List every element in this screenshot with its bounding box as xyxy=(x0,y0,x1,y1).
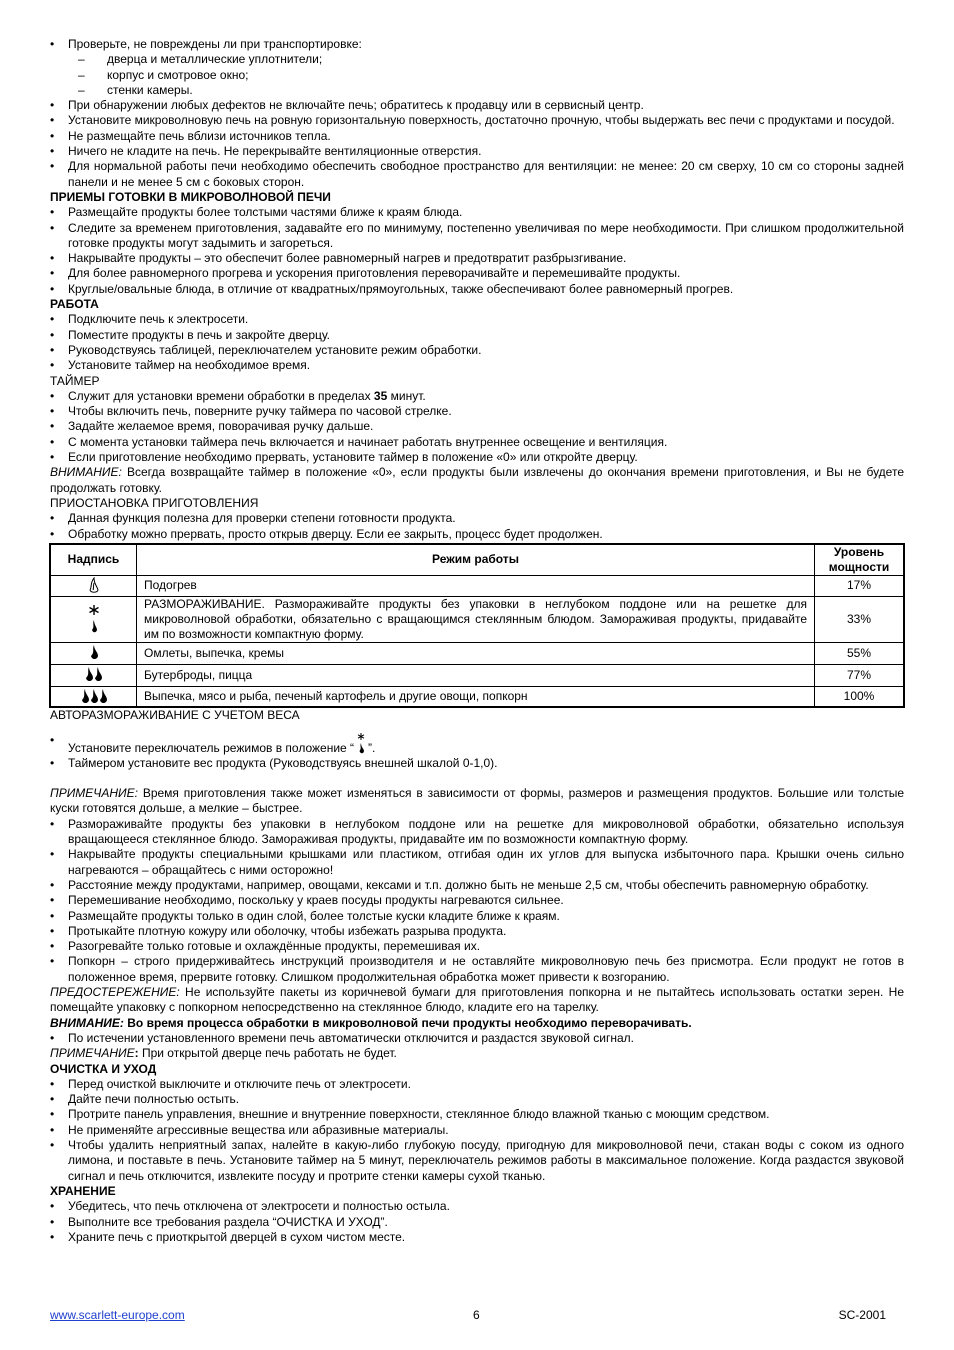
list-item: • Если приготовление необходимо прервать, установите таймер в положение «0» или откройте дверцу. xyxy=(50,450,904,465)
section-heading-auto-defrost: АВТОРАЗМОРАЖИВАНИЕ С УЧЕТОМ ВЕСА xyxy=(50,708,300,723)
section-heading-timer: ТАЙМЕР xyxy=(50,373,100,388)
list-item: • Служит для установки времени обработки в пределах 35 минут. xyxy=(50,389,904,404)
column-header-label: Надпись xyxy=(50,544,137,576)
mode-description: Выпечка, мясо и рыба, печеный картофель и другие овощи, попкорн xyxy=(137,686,815,707)
model-number: SC-2001 xyxy=(838,1308,886,1322)
list-item: • Установите переключатель режимов в положение “ ”. xyxy=(50,733,904,756)
list-item: • Для нормальной работы печи необходимо обеспечить свободное пространство для вентиляции: не менее: 20 см сверху, 10 см со стороны задней панели и не менее 5 см с боковых сторон. xyxy=(50,159,904,190)
mode-description: Бутерброды, пицца xyxy=(137,664,815,686)
list-item: • Установите таймер на необходимое время. xyxy=(50,358,904,373)
list-item: • Задайте желаемое время, поворачивая ручку дальше. xyxy=(50,419,904,434)
list-item: • Протрите панель управления, внешние и внутренние поверхности, стеклянное блюдо влажной тканью с моющим средством. xyxy=(50,1107,904,1122)
mode-description: РАЗМОРАЖИВАНИЕ. Размораживайте продукты без упаковки в неглубоком поддоне или на решетке для микроволновой обработки, обязательно с вращающимся стеклянным блюдом. Замораживая продукты, придавайте им по возможности компактную форму. xyxy=(137,596,815,642)
table-row xyxy=(50,642,904,664)
caution-paragraph: ПРЕДОСТЕРЕЖЕНИЕ: Не используйте пакеты из коричневой бумаги для приготовления попкорна и не пытайтесь использовать остатки зерен. Не помещайте упаковку с попкорном непосредственно на стеклянное блюдо, кладите его на тарелку. xyxy=(50,985,904,1015)
list-item: • Храните печь с приоткрытой дверцей в сухом чистом месте. xyxy=(50,1230,904,1245)
list-item: • Не размещайте печь вблизи источников тепла. xyxy=(50,129,904,144)
list-item: • Выполните все требования раздела “ОЧИСТКА И УХОД”. xyxy=(50,1215,904,1230)
list-item: • Подключите печь к электросети. xyxy=(50,312,904,327)
section-heading-cooking-tips: ПРИЕМЫ ГОТОВКИ В МИКРОВОЛНОВОЙ ПЕЧИ xyxy=(50,189,331,204)
list-item: • Убедитесь, что печь отключена от электросети и полностью остыла. xyxy=(50,1199,904,1214)
list-item: • Чтобы удалить неприятный запах, налейте в какую-либо глубокую посуду, пригодную для микроволновой печи, стакан воды с соком из одного лимона, и поставьте в печь. Установите таймер на 5 минут, переключатель режимов работы в максимальное положение. Когда раздастся звуковой сигнал и печь отключится, извлеките посуду и протрите стенки камеры сухой тканью. xyxy=(50,1138,904,1184)
attention-paragraph: ВНИМАНИЕ: Во время процесса обработки в микроволновой печи продукты необходимо переворачивать. xyxy=(50,1015,692,1030)
single-flame-icon xyxy=(50,642,137,664)
list-item: • Разогревайте только готовые и охлаждённые продукты, перемешивая их. xyxy=(50,939,904,954)
list-item: • Чтобы включить печь, поверните ручку таймера по часовой стрелке. xyxy=(50,404,904,419)
list-item: • Размораживайте продукты без упаковки в неглубоком поддоне или на решетке для микроволновой обработки, обязательно используя вращающееся стеклянное блюдо. Замораживая продукты, придавайте им по возможности компактную форму. xyxy=(50,817,904,848)
list-item: • Размещайте продукты более толстыми частями ближе к краям блюда. xyxy=(50,205,904,220)
table-row xyxy=(50,575,904,596)
list-item: • Поместите продукты в печь и закройте дверцу. xyxy=(50,328,904,343)
list-item: • Размещайте продукты только в один слой, более толстые куски кладите ближе к краям. xyxy=(50,909,904,924)
list-item: • Для более равномерного прогрева и ускорения приготовления переворачивайте и перемешивайте продукты. xyxy=(50,266,904,281)
sub-list-item: – корпус и смотровое окно; xyxy=(50,68,904,83)
warning-paragraph: ВНИМАНИЕ: Всегда возвращайте таймер в положение «0», если продукты были извлечены до окончания времени приготовления, и Вы не будете продолжать готовку. xyxy=(50,465,904,495)
list-item: • Не применяйте агрессивные вещества или абразивные материалы. xyxy=(50,1123,904,1138)
column-header-power: Уровень мощности xyxy=(815,544,905,576)
list-item: • Протыкайте плотную кожуру или оболочку, чтобы избежать разрыва продукта. xyxy=(50,924,904,939)
list-item: • Таймером установите вес продукта (Руководствуясь внешней шкалой 0-1,0). xyxy=(50,756,904,771)
section-heading-cleaning: ОЧИСТКА И УХОД xyxy=(50,1061,157,1076)
note-paragraph: ПРИМЕЧАНИЕ: Время приготовления также может изменяться в зависимости от формы, размеров и размещения продуктов. Большие или толстые куски готовятся дольше, а мелкие – быстрее. xyxy=(50,786,904,816)
sub-list-item: – дверца и металлические уплотнители; xyxy=(50,52,904,67)
list-item: • Перемешивание необходимо, поскольку у краев посуды продукты нагреваются сильнее. xyxy=(50,893,904,908)
power-level: 100% xyxy=(815,686,905,707)
power-level: 77% xyxy=(815,664,905,686)
list-item: • Расстояние между продуктами, например, овощами, кексами и т.п. должно быть не меньше 2,5 см, чтобы обеспечить равномерную обработку. xyxy=(50,878,904,893)
list-item: • Установите микроволновую печь на ровную горизонтальную поверхность, достаточно прочную, чтобы выдержать вес печи с продуктами и посудой. xyxy=(50,113,904,128)
list-item: • Руководствуясь таблицей, переключателем установите режим обработки. xyxy=(50,343,904,358)
double-flame-icon xyxy=(50,664,137,686)
table-row xyxy=(50,686,904,707)
warm-flame-outline-icon xyxy=(50,575,137,596)
sub-list-item: – стенки камеры. xyxy=(50,83,904,98)
list-item: • Проверьте, не повреждены ли при транспортировке: xyxy=(50,37,904,52)
table-header-row xyxy=(50,544,904,576)
list-item: • Круглые/овальные блюда, в отличие от квадратных/прямоугольных, также обеспечивают более равномерный прогрев. xyxy=(50,282,904,297)
triple-flame-icon xyxy=(50,686,137,707)
list-item: • Накрывайте продукты – это обеспечит более равномерный нагрев и предотвратит разбрызгивание. xyxy=(50,251,904,266)
list-item: • Следите за временем приготовления, задавайте его по минимуму, постепенно увеличивая по мере необходимости. При слишком продолжительной готовке продукты могут задымить и загореться. xyxy=(50,221,904,252)
list-item: • Накрывайте продукты специальными крышками или пластиком, отгибая один их углов для выпуска избыточного пара. Крышки очень сильно нагреваются – обращайтесь с ними осторожно! xyxy=(50,847,904,878)
list-item: • С момента установки таймера печь включается и начинает работать внутреннее освещение и вентиляция. xyxy=(50,435,904,450)
power-level: 33% xyxy=(815,596,905,642)
table-row xyxy=(50,596,904,642)
list-item: • Ничего не кладите на печь. Не перекрывайте вентиляционные отверстия. xyxy=(50,144,904,159)
section-heading-pause: ПРИОСТАНОВКА ПРИГОТОВЛЕНИЯ xyxy=(50,495,259,510)
document-body xyxy=(50,37,904,1245)
page-number: 6 xyxy=(473,1308,480,1322)
table-row xyxy=(50,664,904,686)
note-paragraph: ПРИМЕЧАНИЕ: При открытой дверце печь работать не будет. xyxy=(50,1046,397,1061)
list-item: • Перед очисткой выключите и отключите печь от электросети. xyxy=(50,1077,904,1092)
snowflake-flame-icon xyxy=(50,596,137,642)
page-footer xyxy=(50,1308,886,1324)
list-item: • При обнаружении любых дефектов не включайте печь; обратитесь к продавцу или в сервисный центр. xyxy=(50,98,904,113)
snowflake-flame-icon xyxy=(354,741,368,755)
column-header-mode: Режим работы xyxy=(137,544,815,576)
list-item: • Данная функция полезна для проверки степени готовности продукта. xyxy=(50,511,904,526)
power-level: 55% xyxy=(815,642,905,664)
power-mode-table xyxy=(49,543,905,709)
power-level: 17% xyxy=(815,575,905,596)
website-link[interactable]: www.scarlett-europe.com xyxy=(50,1308,185,1322)
list-item: • По истечении установленного времени печь автоматически отключится и раздастся звуковой сигнал. xyxy=(50,1031,904,1046)
section-heading-storage: ХРАНЕНИЕ xyxy=(50,1183,116,1198)
list-item: • Попкорн – строго придерживайтесь инструкций производителя и не оставляйте микроволновую печь без присмотра. Если продукт не готов в положенное время, прервите готовку. Слишком продолжительная обработка может привести к возгоранию. xyxy=(50,954,904,985)
section-heading-operation: РАБОТА xyxy=(50,297,99,312)
list-item: • Дайте печи полностью остыть. xyxy=(50,1092,904,1107)
list-item: • Обработку можно прервать, просто открыв дверцу. Если ее закрыть, процесс будет продолжен. xyxy=(50,527,904,542)
mode-description: Подогрев xyxy=(137,575,815,596)
mode-description: Омлеты, выпечка, кремы xyxy=(137,642,815,664)
